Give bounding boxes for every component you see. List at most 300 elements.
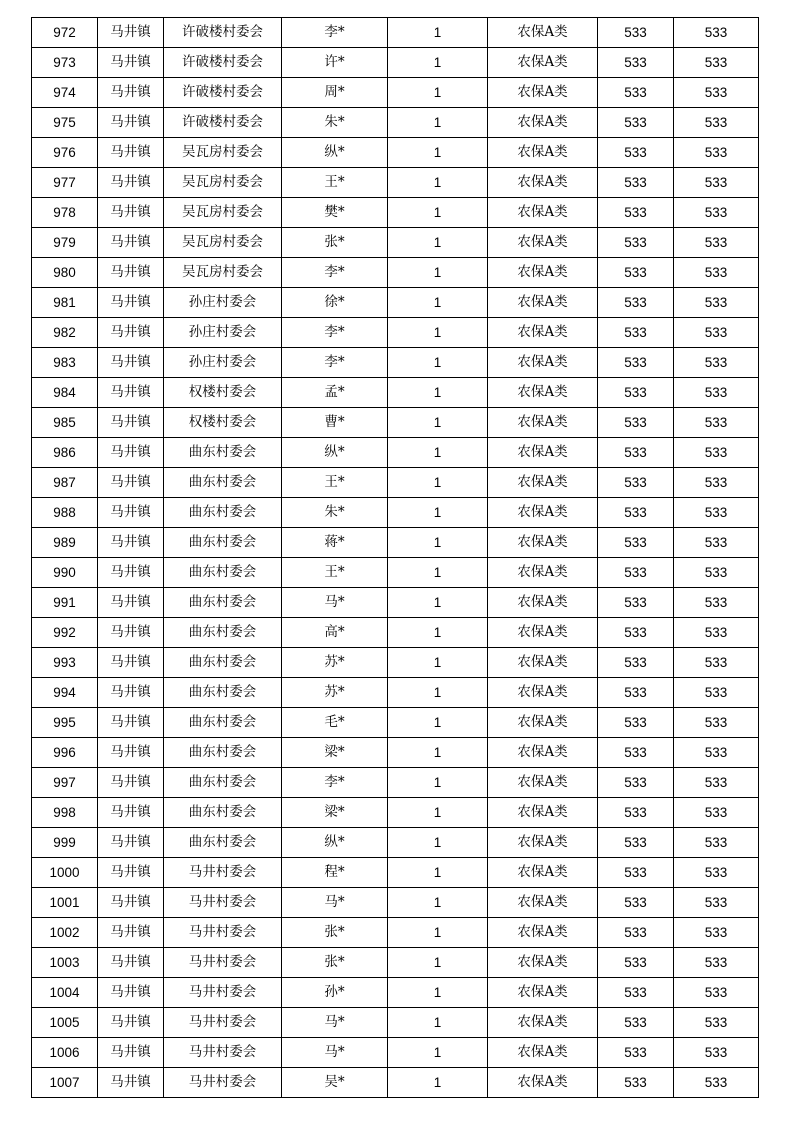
count-cell: 1 (388, 18, 488, 48)
standard-amount-cell: 533 (598, 378, 674, 408)
category-cell: 农保A类 (488, 258, 598, 288)
name-cell: 马* (282, 888, 388, 918)
town-cell: 马井镇 (98, 318, 164, 348)
name-cell: 马* (282, 1038, 388, 1068)
table-row (32, 768, 759, 798)
name-cell: 程* (282, 858, 388, 888)
table-row (32, 1008, 759, 1038)
serial-number-cell: 999 (32, 828, 98, 858)
serial-number-cell: 990 (32, 558, 98, 588)
serial-number-cell: 1007 (32, 1068, 98, 1098)
town-cell: 马井镇 (98, 978, 164, 1008)
count-cell: 1 (388, 768, 488, 798)
standard-amount-cell: 533 (598, 18, 674, 48)
standard-amount-cell: 533 (598, 618, 674, 648)
name-cell: 孙* (282, 978, 388, 1008)
standard-amount-cell: 533 (598, 48, 674, 78)
serial-number-cell: 985 (32, 408, 98, 438)
standard-amount-cell: 533 (598, 348, 674, 378)
total-amount-cell: 533 (674, 348, 759, 378)
table-row (32, 48, 759, 78)
serial-number-cell: 977 (32, 168, 98, 198)
standard-amount-cell: 533 (598, 768, 674, 798)
category-cell: 农保A类 (488, 468, 598, 498)
total-amount-cell: 533 (674, 438, 759, 468)
category-cell: 农保A类 (488, 528, 598, 558)
serial-number-cell: 997 (32, 768, 98, 798)
total-amount-cell: 533 (674, 1068, 759, 1098)
table-row (32, 858, 759, 888)
standard-amount-cell: 533 (598, 528, 674, 558)
town-cell: 马井镇 (98, 678, 164, 708)
serial-number-cell: 984 (32, 378, 98, 408)
serial-number-cell: 1000 (32, 858, 98, 888)
town-cell: 马井镇 (98, 1008, 164, 1038)
table-row (32, 228, 759, 258)
total-amount-cell: 533 (674, 1038, 759, 1068)
village-cell: 曲东村委会 (164, 678, 282, 708)
table-row (32, 108, 759, 138)
total-amount-cell: 533 (674, 708, 759, 738)
count-cell: 1 (388, 378, 488, 408)
table-row (32, 468, 759, 498)
village-cell: 权楼村委会 (164, 408, 282, 438)
village-cell: 曲东村委会 (164, 828, 282, 858)
standard-amount-cell: 533 (598, 288, 674, 318)
standard-amount-cell: 533 (598, 738, 674, 768)
count-cell: 1 (388, 798, 488, 828)
count-cell: 1 (388, 1068, 488, 1098)
standard-amount-cell: 533 (598, 708, 674, 738)
village-cell: 马井村委会 (164, 888, 282, 918)
serial-number-cell: 995 (32, 708, 98, 738)
count-cell: 1 (388, 108, 488, 138)
count-cell: 1 (388, 48, 488, 78)
count-cell: 1 (388, 408, 488, 438)
total-amount-cell: 533 (674, 588, 759, 618)
village-cell: 孙庄村委会 (164, 348, 282, 378)
table-row (32, 558, 759, 588)
village-cell: 许破楼村委会 (164, 48, 282, 78)
town-cell: 马井镇 (98, 588, 164, 618)
town-cell: 马井镇 (98, 618, 164, 648)
count-cell: 1 (388, 588, 488, 618)
category-cell: 农保A类 (488, 288, 598, 318)
category-cell: 农保A类 (488, 18, 598, 48)
village-cell: 马井村委会 (164, 858, 282, 888)
name-cell: 徐* (282, 288, 388, 318)
village-cell: 吴瓦房村委会 (164, 168, 282, 198)
total-amount-cell: 533 (674, 78, 759, 108)
serial-number-cell: 986 (32, 438, 98, 468)
table-row (32, 888, 759, 918)
table-row (32, 438, 759, 468)
table-row (32, 348, 759, 378)
total-amount-cell: 533 (674, 828, 759, 858)
name-cell: 王* (282, 558, 388, 588)
name-cell: 王* (282, 168, 388, 198)
town-cell: 马井镇 (98, 468, 164, 498)
table-row (32, 1068, 759, 1098)
category-cell: 农保A类 (488, 678, 598, 708)
total-amount-cell: 533 (674, 228, 759, 258)
count-cell: 1 (388, 738, 488, 768)
total-amount-cell: 533 (674, 648, 759, 678)
name-cell: 王* (282, 468, 388, 498)
name-cell: 张* (282, 948, 388, 978)
village-cell: 许破楼村委会 (164, 18, 282, 48)
village-cell: 曲东村委会 (164, 558, 282, 588)
table-row (32, 1038, 759, 1068)
count-cell: 1 (388, 978, 488, 1008)
count-cell: 1 (388, 78, 488, 108)
village-cell: 曲东村委会 (164, 708, 282, 738)
count-cell: 1 (388, 858, 488, 888)
standard-amount-cell: 533 (598, 408, 674, 438)
category-cell: 农保A类 (488, 318, 598, 348)
name-cell: 樊* (282, 198, 388, 228)
name-cell: 纵* (282, 828, 388, 858)
category-cell: 农保A类 (488, 618, 598, 648)
total-amount-cell: 533 (674, 678, 759, 708)
table-row (32, 678, 759, 708)
town-cell: 马井镇 (98, 828, 164, 858)
category-cell: 农保A类 (488, 438, 598, 468)
standard-amount-cell: 533 (598, 858, 674, 888)
category-cell: 农保A类 (488, 768, 598, 798)
total-amount-cell: 533 (674, 198, 759, 228)
serial-number-cell: 978 (32, 198, 98, 228)
table-row (32, 18, 759, 48)
village-cell: 曲东村委会 (164, 498, 282, 528)
town-cell: 马井镇 (98, 648, 164, 678)
village-cell: 许破楼村委会 (164, 108, 282, 138)
total-amount-cell: 533 (674, 1008, 759, 1038)
total-amount-cell: 533 (674, 558, 759, 588)
category-cell: 农保A类 (488, 1008, 598, 1038)
category-cell: 农保A类 (488, 138, 598, 168)
village-cell: 马井村委会 (164, 1038, 282, 1068)
total-amount-cell: 533 (674, 288, 759, 318)
total-amount-cell: 533 (674, 408, 759, 438)
total-amount-cell: 533 (674, 528, 759, 558)
total-amount-cell: 533 (674, 258, 759, 288)
serial-number-cell: 989 (32, 528, 98, 558)
name-cell: 吴* (282, 1068, 388, 1098)
table-row (32, 138, 759, 168)
village-cell: 曲东村委会 (164, 588, 282, 618)
total-amount-cell: 533 (674, 618, 759, 648)
village-cell: 马井村委会 (164, 948, 282, 978)
total-amount-cell: 533 (674, 798, 759, 828)
town-cell: 马井镇 (98, 498, 164, 528)
category-cell: 农保A类 (488, 738, 598, 768)
count-cell: 1 (388, 708, 488, 738)
total-amount-cell: 533 (674, 888, 759, 918)
category-cell: 农保A类 (488, 708, 598, 738)
total-amount-cell: 533 (674, 378, 759, 408)
town-cell: 马井镇 (98, 378, 164, 408)
town-cell: 马井镇 (98, 798, 164, 828)
count-cell: 1 (388, 228, 488, 258)
town-cell: 马井镇 (98, 738, 164, 768)
count-cell: 1 (388, 438, 488, 468)
name-cell: 曹* (282, 408, 388, 438)
village-cell: 曲东村委会 (164, 468, 282, 498)
village-cell: 马井村委会 (164, 978, 282, 1008)
name-cell: 苏* (282, 648, 388, 678)
standard-amount-cell: 533 (598, 918, 674, 948)
table-row (32, 978, 759, 1008)
category-cell: 农保A类 (488, 498, 598, 528)
category-cell: 农保A类 (488, 108, 598, 138)
name-cell: 梁* (282, 798, 388, 828)
serial-number-cell: 976 (32, 138, 98, 168)
table-row (32, 498, 759, 528)
category-cell: 农保A类 (488, 408, 598, 438)
category-cell: 农保A类 (488, 948, 598, 978)
standard-amount-cell: 533 (598, 948, 674, 978)
serial-number-cell: 1004 (32, 978, 98, 1008)
table-row (32, 318, 759, 348)
category-cell: 农保A类 (488, 888, 598, 918)
count-cell: 1 (388, 168, 488, 198)
town-cell: 马井镇 (98, 768, 164, 798)
village-cell: 吴瓦房村委会 (164, 138, 282, 168)
town-cell: 马井镇 (98, 78, 164, 108)
count-cell: 1 (388, 888, 488, 918)
count-cell: 1 (388, 1038, 488, 1068)
standard-amount-cell: 533 (598, 1038, 674, 1068)
village-cell: 曲东村委会 (164, 618, 282, 648)
town-cell: 马井镇 (98, 18, 164, 48)
town-cell: 马井镇 (98, 1038, 164, 1068)
town-cell: 马井镇 (98, 948, 164, 978)
name-cell: 许* (282, 48, 388, 78)
standard-amount-cell: 533 (598, 228, 674, 258)
name-cell: 纵* (282, 438, 388, 468)
standard-amount-cell: 533 (598, 258, 674, 288)
table-row (32, 738, 759, 768)
standard-amount-cell: 533 (598, 468, 674, 498)
total-amount-cell: 533 (674, 738, 759, 768)
serial-number-cell: 981 (32, 288, 98, 318)
count-cell: 1 (388, 648, 488, 678)
name-cell: 周* (282, 78, 388, 108)
category-cell: 农保A类 (488, 1038, 598, 1068)
total-amount-cell: 533 (674, 48, 759, 78)
town-cell: 马井镇 (98, 348, 164, 378)
total-amount-cell: 533 (674, 108, 759, 138)
serial-number-cell: 973 (32, 48, 98, 78)
town-cell: 马井镇 (98, 108, 164, 138)
name-cell: 马* (282, 1008, 388, 1038)
town-cell: 马井镇 (98, 228, 164, 258)
count-cell: 1 (388, 558, 488, 588)
category-cell: 农保A类 (488, 378, 598, 408)
table-body (32, 18, 759, 1098)
name-cell: 李* (282, 768, 388, 798)
category-cell: 农保A类 (488, 858, 598, 888)
standard-amount-cell: 533 (598, 678, 674, 708)
standard-amount-cell: 533 (598, 558, 674, 588)
serial-number-cell: 982 (32, 318, 98, 348)
category-cell: 农保A类 (488, 978, 598, 1008)
village-cell: 吴瓦房村委会 (164, 258, 282, 288)
total-amount-cell: 533 (674, 948, 759, 978)
standard-amount-cell: 533 (598, 498, 674, 528)
count-cell: 1 (388, 138, 488, 168)
village-cell: 许破楼村委会 (164, 78, 282, 108)
category-cell: 农保A类 (488, 48, 598, 78)
serial-number-cell: 1005 (32, 1008, 98, 1038)
village-cell: 权楼村委会 (164, 378, 282, 408)
standard-amount-cell: 533 (598, 438, 674, 468)
name-cell: 孟* (282, 378, 388, 408)
total-amount-cell: 533 (674, 768, 759, 798)
table-row (32, 408, 759, 438)
category-cell: 农保A类 (488, 168, 598, 198)
count-cell: 1 (388, 498, 488, 528)
table-row (32, 798, 759, 828)
serial-number-cell: 980 (32, 258, 98, 288)
table-row (32, 198, 759, 228)
category-cell: 农保A类 (488, 198, 598, 228)
village-cell: 曲东村委会 (164, 648, 282, 678)
name-cell: 朱* (282, 498, 388, 528)
count-cell: 1 (388, 468, 488, 498)
count-cell: 1 (388, 918, 488, 948)
table-row (32, 828, 759, 858)
name-cell: 苏* (282, 678, 388, 708)
name-cell: 纵* (282, 138, 388, 168)
standard-amount-cell: 533 (598, 588, 674, 618)
category-cell: 农保A类 (488, 648, 598, 678)
serial-number-cell: 979 (32, 228, 98, 258)
serial-number-cell: 975 (32, 108, 98, 138)
table-row (32, 288, 759, 318)
town-cell: 马井镇 (98, 1068, 164, 1098)
village-cell: 马井村委会 (164, 1068, 282, 1098)
total-amount-cell: 533 (674, 18, 759, 48)
category-cell: 农保A类 (488, 78, 598, 108)
beneficiary-table (31, 17, 759, 1098)
town-cell: 马井镇 (98, 168, 164, 198)
name-cell: 李* (282, 258, 388, 288)
village-cell: 曲东村委会 (164, 798, 282, 828)
table-row (32, 528, 759, 558)
category-cell: 农保A类 (488, 228, 598, 258)
village-cell: 曲东村委会 (164, 438, 282, 468)
total-amount-cell: 533 (674, 858, 759, 888)
town-cell: 马井镇 (98, 48, 164, 78)
table-row (32, 618, 759, 648)
town-cell: 马井镇 (98, 918, 164, 948)
category-cell: 农保A类 (488, 588, 598, 618)
serial-number-cell: 974 (32, 78, 98, 108)
table-row (32, 378, 759, 408)
village-cell: 孙庄村委会 (164, 318, 282, 348)
table-row (32, 948, 759, 978)
count-cell: 1 (388, 618, 488, 648)
name-cell: 李* (282, 318, 388, 348)
category-cell: 农保A类 (488, 348, 598, 378)
serial-number-cell: 1001 (32, 888, 98, 918)
serial-number-cell: 988 (32, 498, 98, 528)
count-cell: 1 (388, 948, 488, 978)
standard-amount-cell: 533 (598, 828, 674, 858)
standard-amount-cell: 533 (598, 138, 674, 168)
total-amount-cell: 533 (674, 918, 759, 948)
name-cell: 李* (282, 348, 388, 378)
table-row (32, 918, 759, 948)
serial-number-cell: 1006 (32, 1038, 98, 1068)
serial-number-cell: 992 (32, 618, 98, 648)
town-cell: 马井镇 (98, 198, 164, 228)
table-row (32, 258, 759, 288)
village-cell: 马井村委会 (164, 1008, 282, 1038)
standard-amount-cell: 533 (598, 168, 674, 198)
name-cell: 蒋* (282, 528, 388, 558)
town-cell: 马井镇 (98, 888, 164, 918)
village-cell: 马井村委会 (164, 918, 282, 948)
count-cell: 1 (388, 198, 488, 228)
category-cell: 农保A类 (488, 558, 598, 588)
standard-amount-cell: 533 (598, 318, 674, 348)
village-cell: 曲东村委会 (164, 768, 282, 798)
total-amount-cell: 533 (674, 138, 759, 168)
serial-number-cell: 972 (32, 18, 98, 48)
village-cell: 曲东村委会 (164, 528, 282, 558)
standard-amount-cell: 533 (598, 888, 674, 918)
name-cell: 高* (282, 618, 388, 648)
count-cell: 1 (388, 258, 488, 288)
serial-number-cell: 983 (32, 348, 98, 378)
standard-amount-cell: 533 (598, 198, 674, 228)
standard-amount-cell: 533 (598, 978, 674, 1008)
count-cell: 1 (388, 528, 488, 558)
count-cell: 1 (388, 678, 488, 708)
serial-number-cell: 1002 (32, 918, 98, 948)
serial-number-cell: 994 (32, 678, 98, 708)
town-cell: 马井镇 (98, 288, 164, 318)
village-cell: 吴瓦房村委会 (164, 198, 282, 228)
table-row (32, 588, 759, 618)
name-cell: 梁* (282, 738, 388, 768)
table-row (32, 168, 759, 198)
table-row (32, 78, 759, 108)
name-cell: 李* (282, 18, 388, 48)
town-cell: 马井镇 (98, 558, 164, 588)
town-cell: 马井镇 (98, 408, 164, 438)
standard-amount-cell: 533 (598, 108, 674, 138)
town-cell: 马井镇 (98, 528, 164, 558)
table-row (32, 648, 759, 678)
serial-number-cell: 991 (32, 588, 98, 618)
total-amount-cell: 533 (674, 168, 759, 198)
standard-amount-cell: 533 (598, 648, 674, 678)
name-cell: 张* (282, 228, 388, 258)
count-cell: 1 (388, 318, 488, 348)
serial-number-cell: 987 (32, 468, 98, 498)
town-cell: 马井镇 (98, 258, 164, 288)
serial-number-cell: 1003 (32, 948, 98, 978)
category-cell: 农保A类 (488, 798, 598, 828)
town-cell: 马井镇 (98, 438, 164, 468)
count-cell: 1 (388, 348, 488, 378)
standard-amount-cell: 533 (598, 1068, 674, 1098)
name-cell: 张* (282, 918, 388, 948)
